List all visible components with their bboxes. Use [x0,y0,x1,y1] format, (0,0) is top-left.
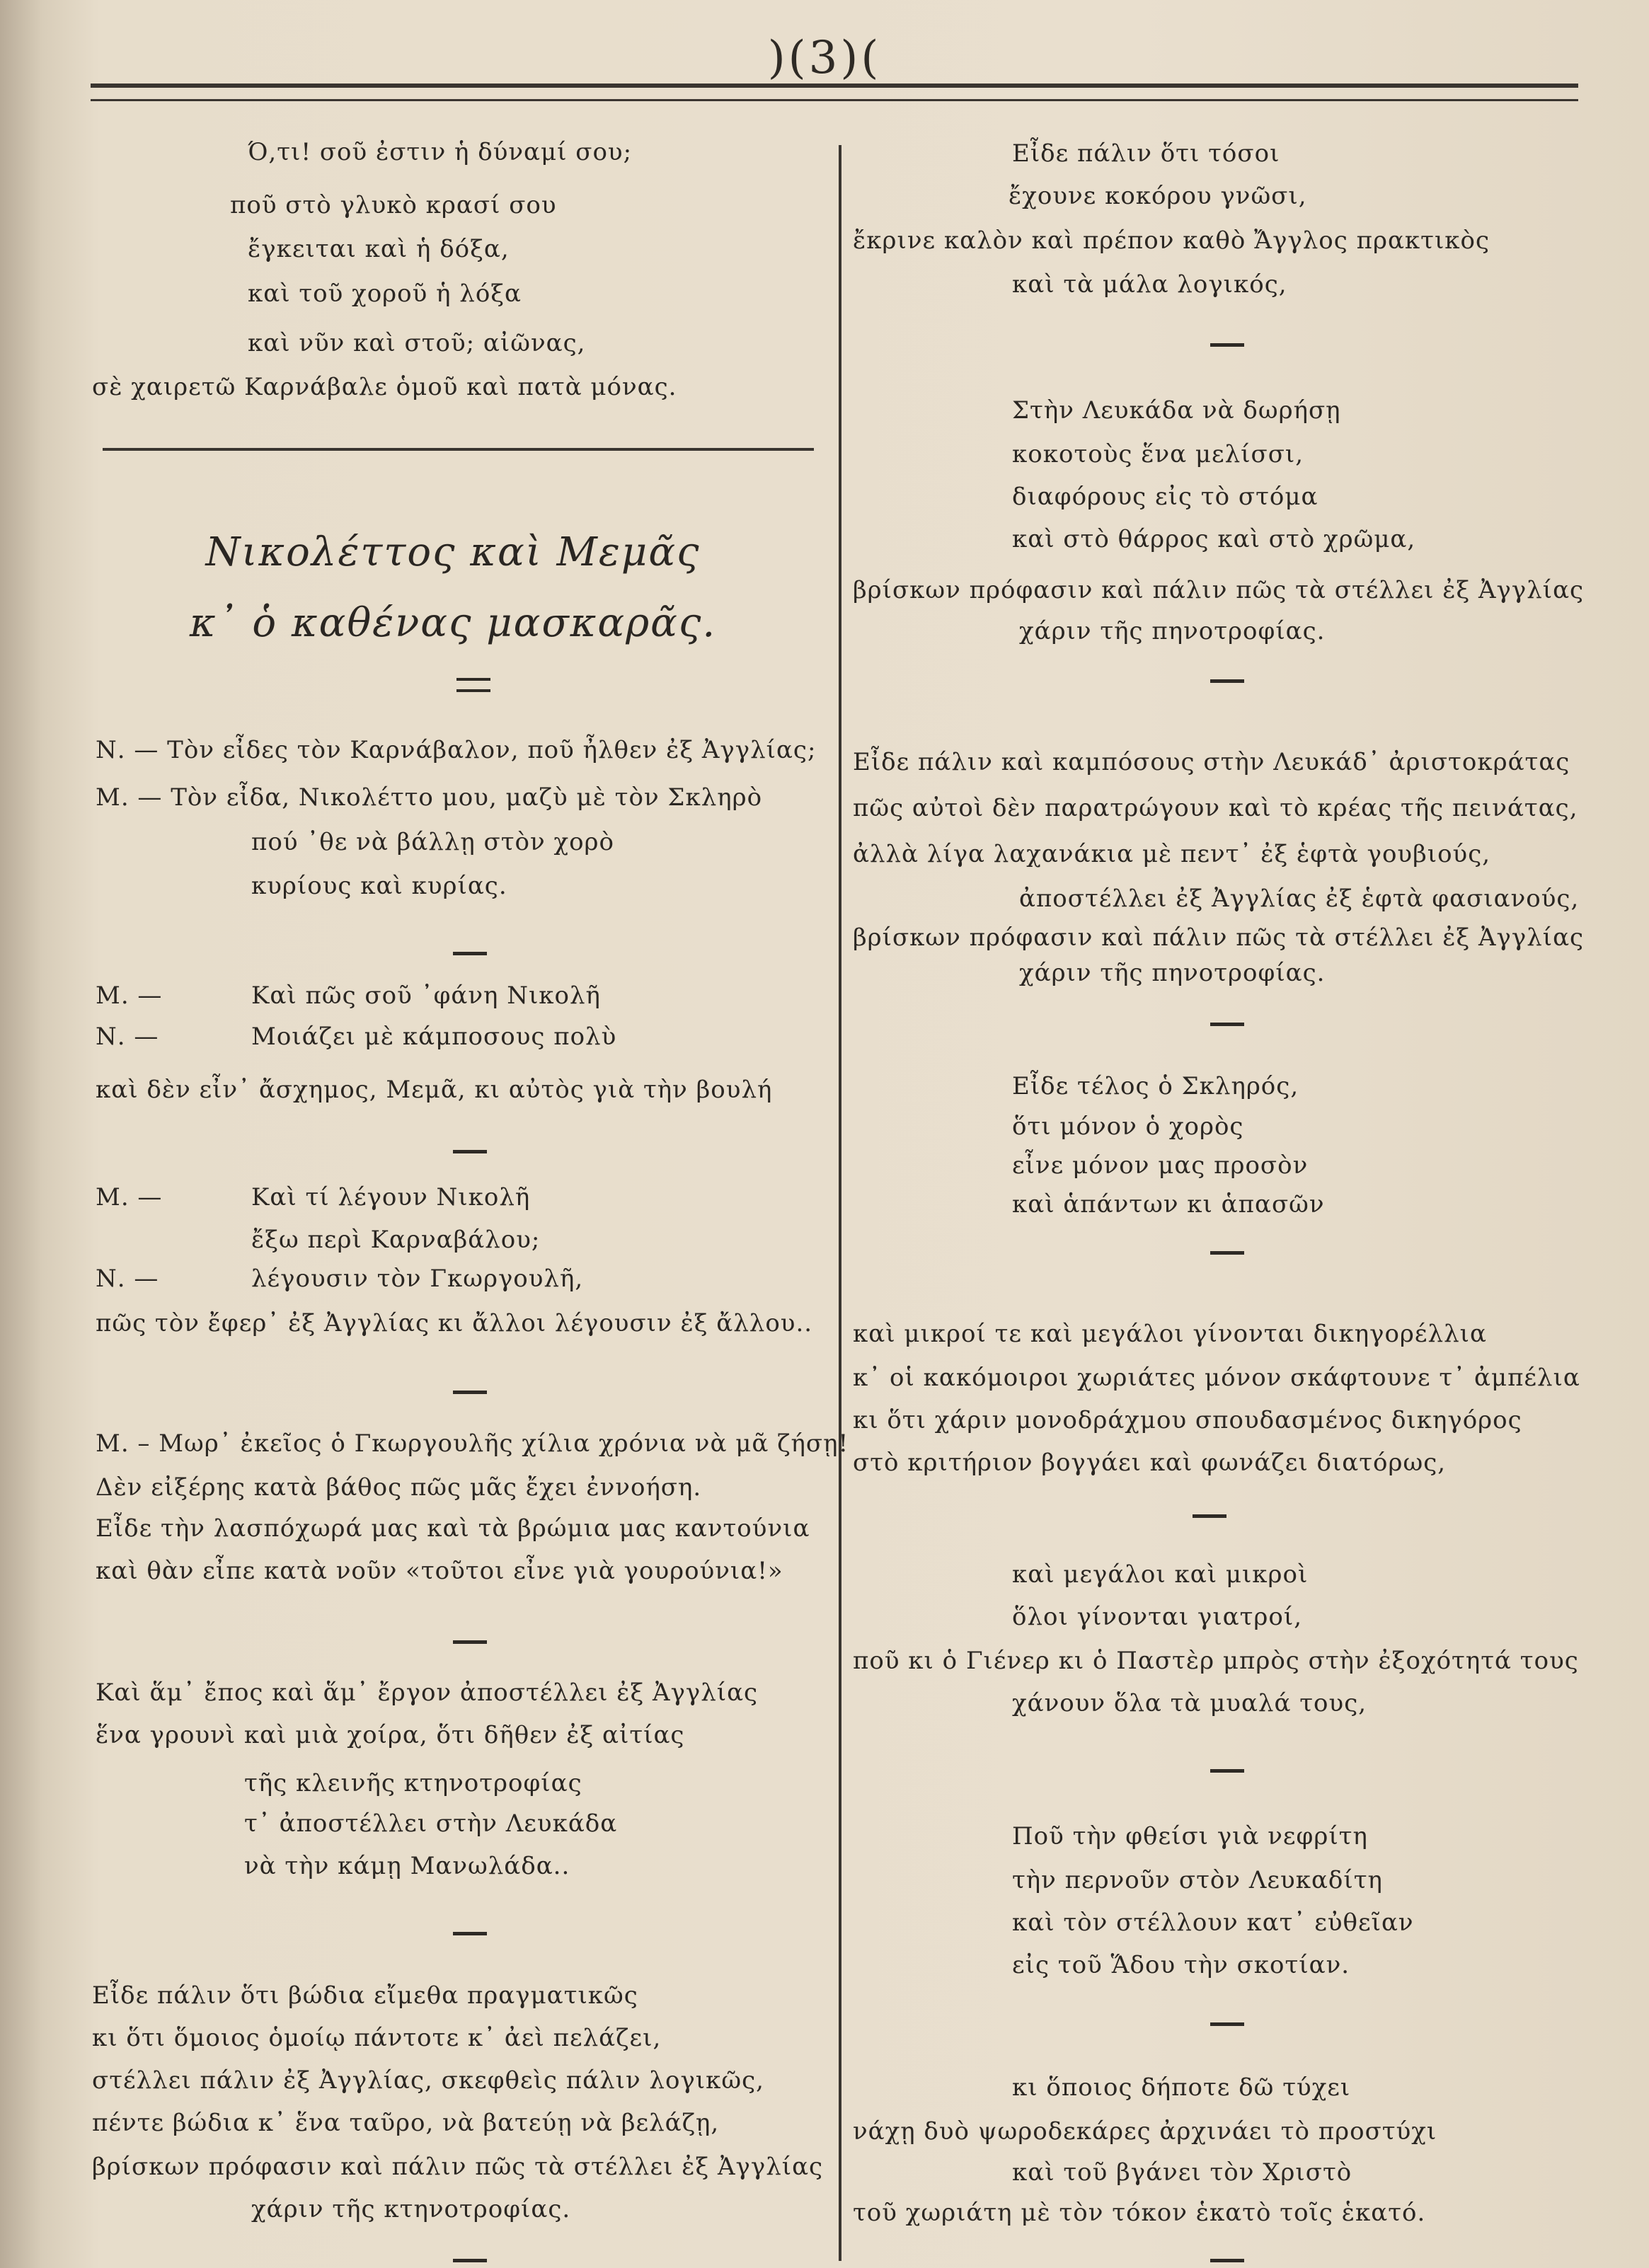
poem-line: βρίσκων πρόφασιν καὶ πάλιν πῶς τὰ στέλλει ἐξ Ἀγγλίας [92,2153,824,2181]
poem-line: καὶ στὸ θάρρος καὶ στὸ χρῶμα, [1012,525,1416,553]
poem-line: Ποῦ τὴν φθείσι γιὰ νεφρίτη [1012,1822,1368,1850]
poem-line: Εἶδε πάλιν ὅτι τόσοι [1012,139,1280,168]
poem-line: καὶ νῦν καὶ στοῦ; αἰῶνας, [248,329,586,357]
poem-line: Εἶδε πάλιν ὅτι βώδια εἴμεθα πραγματικῶς [92,1981,638,2010]
poem-line: Στὴν Λευκάδα νὰ δωρήσῃ [1012,396,1341,425]
poem-line: τ᾽ ἀποστέλλει στὴν Λευκάδα [244,1809,618,1838]
poem-line: κοκοτοὺς ἕνα μελίσσι, [1012,440,1304,468]
dialogue-line: ἔξω περὶ Καρναβάλου; [251,1226,541,1254]
poem-line: ἔκρινε καλὸν καὶ πρέπον καθὸ Ἄγγλος πρακτικὸς [853,226,1490,255]
poem-line: καὶ μεγάλοι καὶ μικροὶ [1012,1560,1309,1589]
poem-line: κι ὅποιος δήποτε δῶ τύχει [1012,2073,1351,2102]
stanza-separator [453,2259,487,2262]
poem-line: ἕνα γρουνὶ καὶ μιὰ χοίρα, ὅτι δῆθεν ἐξ αἰτίας [96,1721,685,1749]
stanza-separator [1210,1251,1244,1255]
dialogue-line: Μ. – Μωρ᾽ ἐκεῖος ὁ Γκωργουλῆς χίλια χρόνια νὰ μᾶ ζήσῃ! [96,1429,849,1458]
poem-line: νάχῃ δυὸ ψωροδεκάρες ἀρχινάει τὸ προστύχι [853,2117,1437,2146]
dialogue-line: καὶ δὲν εἶν᾽ ἄσχημος, Μεμᾶ, κι αὐτὸς γιὰ τὴν βουλή [96,1076,773,1104]
poem-line: τὴν περνοῦν στὸν Λευκαδίτη [1012,1866,1383,1894]
poem-line: χάνουν ὅλα τὰ μυαλά τους, [1012,1689,1367,1717]
stanza-separator [1210,2022,1244,2026]
poem-line: καὶ τοῦ χοροῦ ἡ λόξα [248,280,522,308]
poem-line: στὸ κριτήριον βογγάει καὶ φωνάζει διατόρως, [853,1449,1447,1477]
poem-line: κι ὅτι ὅμοιος ὁμοίῳ πάντοτε κ᾽ ἀεὶ πελάζει, [92,2024,662,2052]
dialogue-line: Ν. — Τὸν εἶδες τὸν Καρνάβαλον, ποῦ ἦλθεν ἐξ Ἀγγλίας; [96,736,817,764]
poem-line: νὰ τὴν κάμῃ Μανωλάδα.. [244,1852,570,1880]
poem-line: τοῦ χωριάτη μὲ τὸν τόκον ἑκατὸ τοῖς ἑκατό. [853,2199,1426,2227]
poem-line: βρίσκων πρόφασιν καὶ πάλιν πῶς τὰ στέλλει ἐξ Ἀγγλίας [853,576,1585,604]
dialogue-line: λέγουσιν τὸν Γκωργουλῆ, [251,1265,584,1293]
poem-line: χάριν τῆς πηνοτροφίας. [1019,959,1326,987]
poem-line: καὶ τοῦ βγάνει τὸν Χριστὸ [1012,2158,1352,2187]
poem-line: εἰς τοῦ Ἅδου τὴν σκοτίαν. [1012,1951,1350,1979]
poem-line: καὶ τὰ μάλα λογικός, [1012,270,1287,299]
poem-line: ὅλοι γίνονται γιατροί, [1012,1603,1303,1631]
speaker-label: Ν. — [96,1023,159,1051]
stanza-separator [1193,1514,1226,1518]
stanza-separator [1210,2259,1244,2262]
poem-line: βρίσκων πρόφασιν καὶ πάλιν πῶς τὰ στέλλει ἐξ Ἀγγλίας [853,923,1585,952]
poem-line: ἔγκειται καὶ ἡ δόξα, [248,235,510,263]
section-rule [103,448,814,451]
poem-line: Εἶδε τέλος ὁ Σκληρός, [1012,1072,1299,1100]
article-subtitle: κ᾽ ὁ καθένας μασκαρᾶς. [189,600,717,646]
poem-line: κι ὅτι χάριν μονοδράχμου σπουδασμένος δικηγόρος [853,1406,1522,1434]
poem-line: τῆς κλεινῆς κτηνοτροφίας [244,1769,582,1797]
poem-line: ὅτι μόνον ὁ χορὸς [1012,1112,1244,1141]
stanza-separator [453,1391,487,1394]
dialogue-line: καὶ θὰν εἶπε κατὰ νοῦν «τοῦτοι εἶνε γιὰ γουρούνια!» [96,1557,783,1585]
poem-line: καὶ ἁπάντων κι ἁπασῶν [1012,1190,1325,1219]
poem-line: διαφόρους εἰς τὸ στόμα [1012,483,1318,511]
poem-line: στέλλει πάλιν ἐξ Ἀγγλίας, σκεφθεὶς πάλιν λογικῶς, [92,2066,764,2095]
poem-line: χάριν τῆς πηνοτροφίας. [1019,617,1326,645]
dialogue-line: Καὶ τί λέγουν Νικολῆ [251,1183,531,1211]
poem-line: ἔχουνε κοκόρου γνῶσι, [1009,182,1307,210]
poem-line: πέντε βώδια κ᾽ ἕνα ταῦρο, νὰ βατεύῃ νὰ βελάζῃ, [92,2109,720,2137]
poem-line: καὶ μικροί τε καὶ μεγάλοι γίνονται δικηγορέλλια [853,1320,1487,1348]
stanza-separator [1210,1769,1244,1773]
stanza-separator [1210,1023,1244,1026]
header-rule [91,84,1578,101]
stanza-separator [1210,679,1244,683]
poem-line: Εἶδε πάλιν καὶ καμπόσους στὴν Λευκάδ᾽ ἀριστοκράτας [853,748,1570,776]
poem-line: καὶ τὸν στέλλουν κατ᾽ εὐθεῖαν [1012,1909,1414,1937]
dialogue-line: Εἶδε τὴν λασπόχωρά μας καὶ τὰ βρώμια μας καντούνια [96,1514,810,1543]
poem-line: σὲ χαιρετῶ Καρνάβαλε ὁμοῦ καὶ πατὰ μόνας. [92,373,677,401]
dialogue-line: Μοιάζει μὲ κάμποσους πολὺ [251,1023,617,1051]
poem-line: Ό,τι! σοῦ ἐστιν ἡ δύναμί σου; [248,138,633,166]
poem-line: χάριν τῆς κτηνοτροφίας. [251,2195,571,2223]
poem-line: Καὶ ἅμ᾽ ἔπος καὶ ἅμ᾽ ἔργον ἀποστέλλει ἐξ Ἀγγλίας [96,1679,759,1707]
speaker-label: Μ. — [96,1183,163,1211]
stanza-separator [453,952,487,955]
stanza-separator [453,1932,487,1935]
poem-line: εἶνε μόνον μας προσὸν [1012,1151,1309,1180]
dialogue-line: Καὶ πῶς σοῦ ᾽φάνη Νικολῆ [251,982,601,1010]
speaker-label: Μ. — [96,982,163,1010]
poem-line: ποῦ κι ὁ Γιένερ κι ὁ Παστὲρ μπρὸς στὴν ἐξοχότητά τους [853,1647,1579,1675]
stanza-separator [453,1640,487,1644]
poem-line: ἀποστέλλει ἐξ Ἀγγλίας ἐξ ἑφτὰ φασιανούς, [1019,885,1580,913]
dialogue-line: Μ. — Τὸν εἶδα, Νικολέττο μου, μαζὺ μὲ τὸν Σκληρὸ [96,783,763,812]
page-number: )(3)( [767,32,882,84]
dialogue-line: Δὲν εἰξέρης κατὰ βάθος πῶς μᾶς ἔχει ἐννοήση. [96,1473,702,1502]
dialogue-line: πού ᾽θε νὰ βάλλῃ στὸν χορὸ [251,828,615,856]
speaker-label: Ν. — [96,1265,159,1293]
dialogue-line: κυρίους καὶ κυρίας. [251,872,507,900]
poem-line: κ᾽ οἱ κακόμοιροι χωριάτες μόνον σκάφτουνε τ᾽ ἀμπέλια [853,1364,1580,1392]
poem-line: πῶς αὐτοὶ δὲν παρατρώγουν καὶ τὸ κρέας τῆς πεινάτας, [853,794,1578,822]
stanza-separator [1210,343,1244,347]
poem-line: ἀλλὰ λίγα λαχανάκια μὲ πεντ᾽ ἐξ ἑφτὰ γουβιούς, [853,840,1491,868]
column-divider [839,145,841,2261]
article-title: Νικολέττος καὶ Μεμᾶς [205,529,701,575]
stanza-separator [453,1150,487,1153]
poem-line: ποῦ στὸ γλυκὸ κρασί σου [230,191,557,219]
title-separator [456,678,490,692]
dialogue-line: πῶς τὸν ἔφερ᾽ ἐξ Ἀγγλίας κι ἄλλοι λέγουσιν ἐξ ἄλλου.. [96,1309,813,1337]
